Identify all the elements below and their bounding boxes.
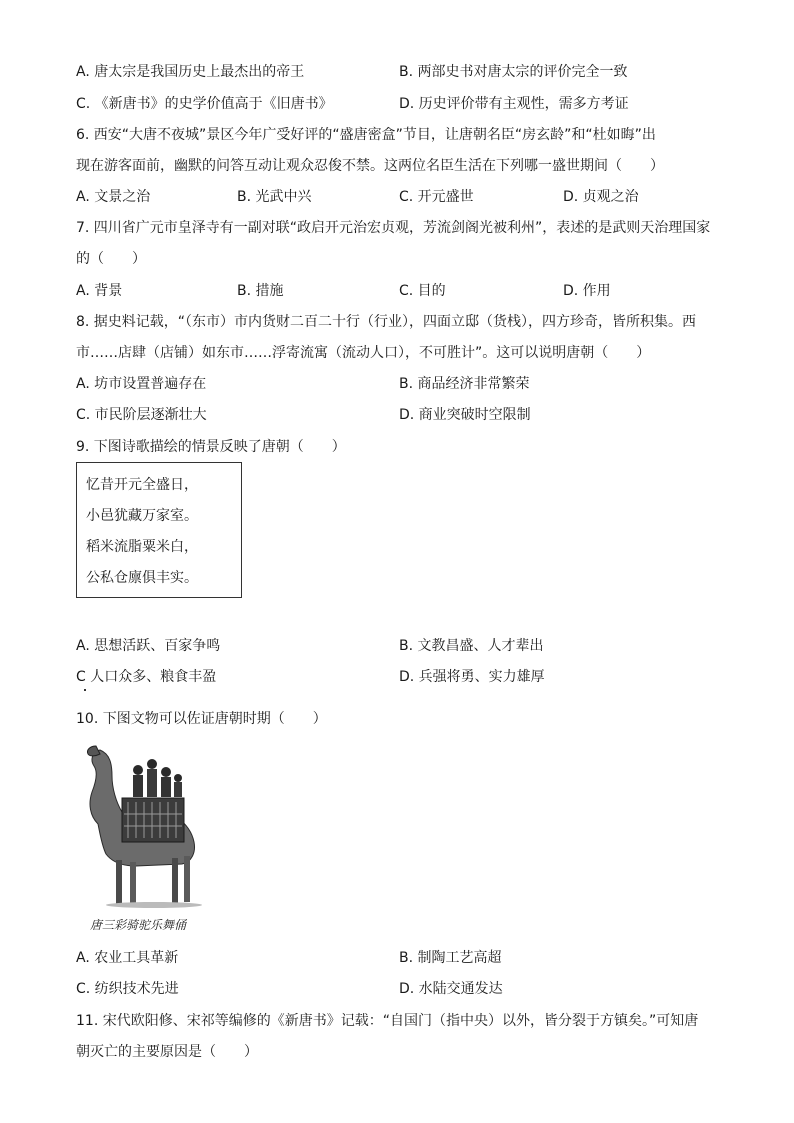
poem-line-4: 公私仓廪俱丰实。 (86, 570, 198, 586)
q8-option-b: B. 商品经济非常繁荣 (399, 376, 530, 392)
q11-stem-line2: 朝灭亡的主要原因是（ ） (76, 1044, 258, 1060)
q8-stem-line1: 8. 据史料记载，“（东市）市内货财二百二十行（行业），四面立邸（货栈），四方珍奇，皆所积集。西 (76, 314, 697, 330)
q7-option-d: D. 作用 (563, 283, 611, 299)
poem-box (76, 462, 242, 598)
figure-caption: 唐三彩骑驼乐舞俑 (90, 918, 187, 932)
q10-stem: 10. 下图文物可以佐证唐朝时期（ ） (76, 711, 327, 727)
stray-mark (84, 689, 86, 691)
q7-option-a: A. 背景 (76, 283, 123, 299)
poem-line-1: 忆昔开元全盛日， (86, 477, 198, 493)
q11-stem-line1: 11. 宋代欧阳修、宋祁等编修的《新唐书》记载：“自国门（指中央）以外，皆分裂于方镇矣。”可知唐 (76, 1013, 699, 1029)
q5-option-b: B. 两部史书对唐太宗的评价完全一致 (399, 64, 628, 80)
q6-option-c: C. 开元盛世 (399, 189, 474, 205)
q8-option-c: C. 市民阶层逐渐壮大 (76, 407, 207, 423)
q8-option-a: A. 坊市设置普遍存在 (76, 376, 207, 392)
q7-stem-line1: 7. 四川省广元市皇泽寺有一副对联“政启开元治宏贞观，芳流剑阁光被利州”，表述的是武则天治理国家 (76, 220, 711, 236)
q6-option-a: A. 文景之治 (76, 189, 151, 205)
tang-sancai-camel-figurine-image (82, 742, 212, 910)
q6-stem-line2: 现在游客面前，幽默的问答互动让观众忍俊不禁。这两位名臣生活在下列哪一盛世期间（ ） (76, 158, 664, 174)
q7-option-b: B. 措施 (237, 283, 284, 299)
q10-option-c: C. 纺织技术先进 (76, 981, 179, 997)
q9-stem: 9. 下图诗歌描绘的情景反映了唐朝（ ） (76, 439, 346, 455)
q5-option-c: C. 《新唐书》的史学价值高于《旧唐书》 (76, 96, 333, 112)
q8-stem-line2: 市……店肆（店铺）如东市……浮寄流寓（流动人口），不可胜计”。这可以说明唐朝（ ） (76, 345, 651, 361)
q7-option-c: C. 目的 (399, 283, 446, 299)
q9-option-a: A. 思想活跃、百家争鸣 (76, 638, 221, 654)
poem-line-3: 稻米流脂粟米白， (86, 539, 198, 555)
poem-line-2: 小邑犹藏万家室。 (86, 508, 198, 524)
q9-option-b: B. 文教昌盛、人才辈出 (399, 638, 544, 654)
q8-option-d: D. 商业突破时空限制 (399, 407, 531, 423)
q10-option-a: A. 农业工具革新 (76, 950, 179, 966)
q9-option-c: C 人口众多、粮食丰盈 (76, 669, 217, 685)
q6-stem-line1: 6. 西安“大唐不夜城”景区今年广受好评的“盛唐密盒”节目，让唐朝名臣“房玄龄”和“杜如晦”出 (76, 127, 656, 143)
q6-option-d: D. 贞观之治 (563, 189, 639, 205)
q10-option-d: D. 水陆交通发达 (399, 981, 503, 997)
q5-option-a: A. 唐太宗是我国历史上最杰出的帝王 (76, 64, 305, 80)
q6-option-b: B. 光武中兴 (237, 189, 312, 205)
q9-option-d: D. 兵强将勇、实力雄厚 (399, 669, 545, 685)
q10-option-b: B. 制陶工艺高超 (399, 950, 502, 966)
q5-option-d: D. 历史评价带有主观性，需多方考证 (399, 96, 629, 112)
q7-stem-line2: 的（ ） (76, 251, 146, 267)
